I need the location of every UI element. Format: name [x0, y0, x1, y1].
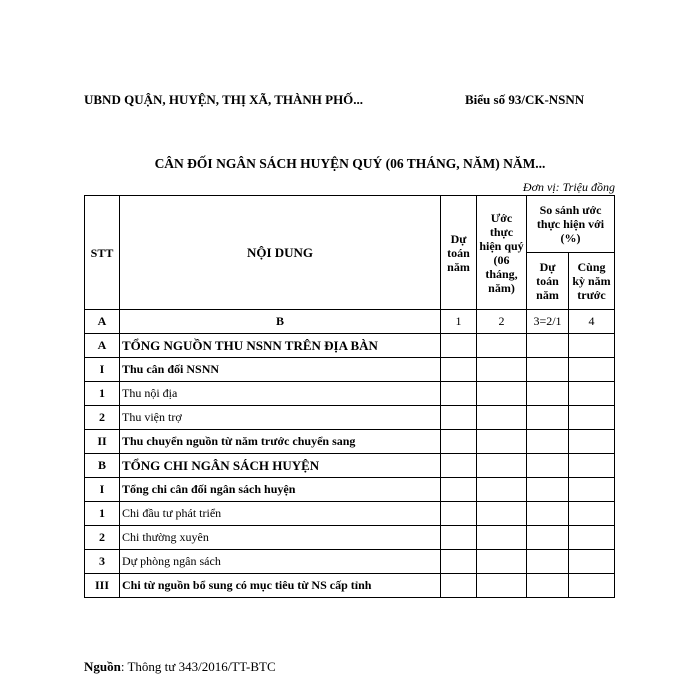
index-cell: 3=2/1: [527, 310, 569, 334]
index-cell: 2: [477, 310, 527, 334]
row-content: Chi thường xuyên: [120, 526, 441, 550]
value-cell: [569, 454, 615, 478]
row-stt: A: [85, 334, 120, 358]
value-cell: [527, 454, 569, 478]
row-stt: III: [85, 574, 120, 598]
table-row: [85, 454, 615, 478]
header-compare-estimate: Dự toán năm: [527, 253, 569, 310]
value-cell: [527, 526, 569, 550]
value-cell: [441, 382, 477, 406]
value-cell: [441, 550, 477, 574]
value-cell: [569, 334, 615, 358]
source-label: Nguồn: [84, 659, 121, 674]
table-row: [85, 526, 615, 550]
header-content: NỘI DUNG: [120, 196, 441, 310]
row-content: Thu chuyển nguồn từ năm trước chuyển sang: [120, 430, 441, 454]
value-cell: [477, 358, 527, 382]
value-cell: [441, 478, 477, 502]
agency-name: UBND QUẬN, HUYỆN, THỊ XÃ, THÀNH PHỐ...: [84, 92, 364, 107]
header-compare-prior: Cùng kỳ năm trước: [569, 253, 615, 310]
value-cell: [441, 406, 477, 430]
value-cell: [569, 526, 615, 550]
row-stt: 2: [85, 526, 120, 550]
document-title: CÂN ĐỐI NGÂN SÁCH HUYỆN QUÝ (06 THÁNG, NĂM) NĂM...: [154, 156, 546, 171]
table-row: [85, 382, 615, 406]
row-content: Thu viện trợ: [120, 406, 441, 430]
row-content: TỔNG CHI NGÂN SÁCH HUYỆN: [120, 454, 441, 478]
value-cell: [569, 478, 615, 502]
table-row: [85, 430, 615, 454]
row-content: Chi đầu tư phát triển: [120, 502, 441, 526]
value-cell: [477, 526, 527, 550]
header-estimate: Dự toán năm: [441, 196, 477, 310]
header-actual: Ước thực hiện quý (06 tháng, năm): [477, 196, 527, 310]
value-cell: [569, 358, 615, 382]
form-number: Biểu số 93/CK-NSNN: [465, 92, 585, 107]
value-cell: [477, 454, 527, 478]
value-cell: [441, 358, 477, 382]
unit-label: Đơn vị: Triệu đồng: [522, 180, 615, 194]
row-stt: 2: [85, 406, 120, 430]
value-cell: [527, 550, 569, 574]
row-content: Thu cân đối NSNN: [120, 358, 441, 382]
value-cell: [569, 574, 615, 598]
budget-table: [84, 195, 615, 598]
table-row: [85, 334, 615, 358]
value-cell: [527, 334, 569, 358]
table-row: [85, 502, 615, 526]
row-stt: 1: [85, 382, 120, 406]
source-text: : Thông tư 343/2016/TT-BTC: [120, 659, 276, 674]
value-cell: [527, 430, 569, 454]
value-cell: [527, 406, 569, 430]
value-cell: [527, 358, 569, 382]
table-row: [85, 574, 615, 598]
value-cell: [527, 574, 569, 598]
value-cell: [477, 430, 527, 454]
value-cell: [477, 550, 527, 574]
table-row: [85, 550, 615, 574]
row-content: TỔNG NGUỒN THU NSNN TRÊN ĐỊA BÀN: [120, 334, 441, 358]
value-cell: [441, 334, 477, 358]
source-note: [84, 659, 276, 675]
value-cell: [477, 502, 527, 526]
row-stt: 1: [85, 502, 120, 526]
value-cell: [569, 406, 615, 430]
value-cell: [441, 526, 477, 550]
value-cell: [441, 574, 477, 598]
row-stt: I: [85, 358, 120, 382]
value-cell: [477, 574, 527, 598]
value-cell: [477, 382, 527, 406]
table-row: [85, 406, 615, 430]
value-cell: [569, 502, 615, 526]
table-row: [85, 358, 615, 382]
index-cell: B: [120, 310, 441, 334]
value-cell: [569, 550, 615, 574]
row-content: Dự phòng ngân sách: [120, 550, 441, 574]
header-stt: STT: [85, 196, 120, 310]
row-stt: 3: [85, 550, 120, 574]
index-row: [85, 310, 615, 334]
value-cell: [441, 430, 477, 454]
row-content: Tổng chi cân đối ngân sách huyện: [120, 478, 441, 502]
value-cell: [527, 502, 569, 526]
value-cell: [569, 382, 615, 406]
table-row: [85, 478, 615, 502]
index-cell: A: [85, 310, 120, 334]
row-content: Thu nội địa: [120, 382, 441, 406]
row-stt: II: [85, 430, 120, 454]
index-cell: 4: [569, 310, 615, 334]
value-cell: [569, 430, 615, 454]
value-cell: [477, 406, 527, 430]
index-cell: 1: [441, 310, 477, 334]
value-cell: [441, 502, 477, 526]
row-content: Chi từ nguồn bổ sung có mục tiêu từ NS cấp tỉnh: [120, 574, 441, 598]
value-cell: [477, 478, 527, 502]
value-cell: [441, 454, 477, 478]
value-cell: [527, 382, 569, 406]
value-cell: [477, 334, 527, 358]
row-stt: I: [85, 478, 120, 502]
header-compare: So sánh ước thực hiện với (%): [527, 196, 615, 253]
row-stt: B: [85, 454, 120, 478]
value-cell: [527, 478, 569, 502]
